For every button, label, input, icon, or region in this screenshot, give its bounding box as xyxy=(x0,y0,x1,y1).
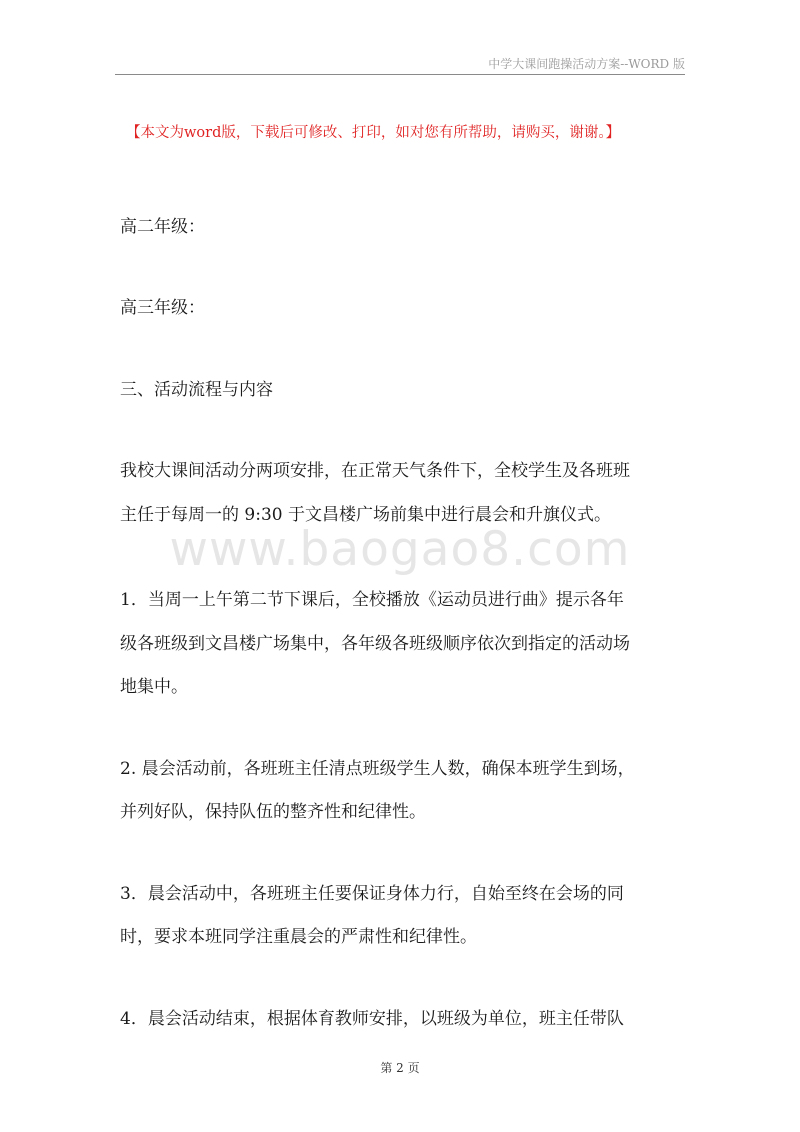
watermark: www.baogao8.com xyxy=(169,522,631,577)
grade3-heading: 高三年级： xyxy=(120,298,205,318)
item4-line-1: 4．晨会活动结束，根据体育教师安排，以班级为单位，班主任带队 xyxy=(120,1009,624,1029)
running-header: 中学大课间跑操活动方案--WORD 版 xyxy=(488,57,685,71)
page-number: 第 2 页 xyxy=(380,1061,420,1075)
item2-line-2: 并列好队，保持队伍的整齐性和纪律性。 xyxy=(120,802,426,822)
intro-line-1: 我校大课间活动分两项安排，在正常天气条件下，全校学生及各班班 xyxy=(120,461,630,481)
grade2-heading: 高二年级： xyxy=(120,217,205,237)
item1-line-2: 级各班级到文昌楼广场集中，各年级各班级顺序依次到指定的活动场 xyxy=(120,634,630,654)
section3-title: 三、活动流程与内容 xyxy=(120,380,273,400)
item1-line-3: 地集中。 xyxy=(120,677,188,697)
purchase-notice: 【本文为word版，下载后可修改、打印，如对您有所帮助，请购买，谢谢。】 xyxy=(126,125,621,141)
item3-line-2: 时，要求本班同学注重晨会的严肃性和纪律性。 xyxy=(120,927,477,947)
item2-line-1: 2. 晨会活动前，各班班主任清点班级学生人数，确保本班学生到场， xyxy=(120,759,635,779)
item3-line-1: 3．晨会活动中，各班班主任要保证身体力行，自始至终在会场的同 xyxy=(120,884,624,904)
intro-line-2: 主任于每周一的 9:30 于文昌楼广场前集中进行晨会和升旗仪式。 xyxy=(120,505,611,525)
item1-line-1: 1．当周一上午第二节下课后，全校播放《运动员进行曲》提示各年 xyxy=(120,590,624,610)
header-divider xyxy=(115,74,685,75)
